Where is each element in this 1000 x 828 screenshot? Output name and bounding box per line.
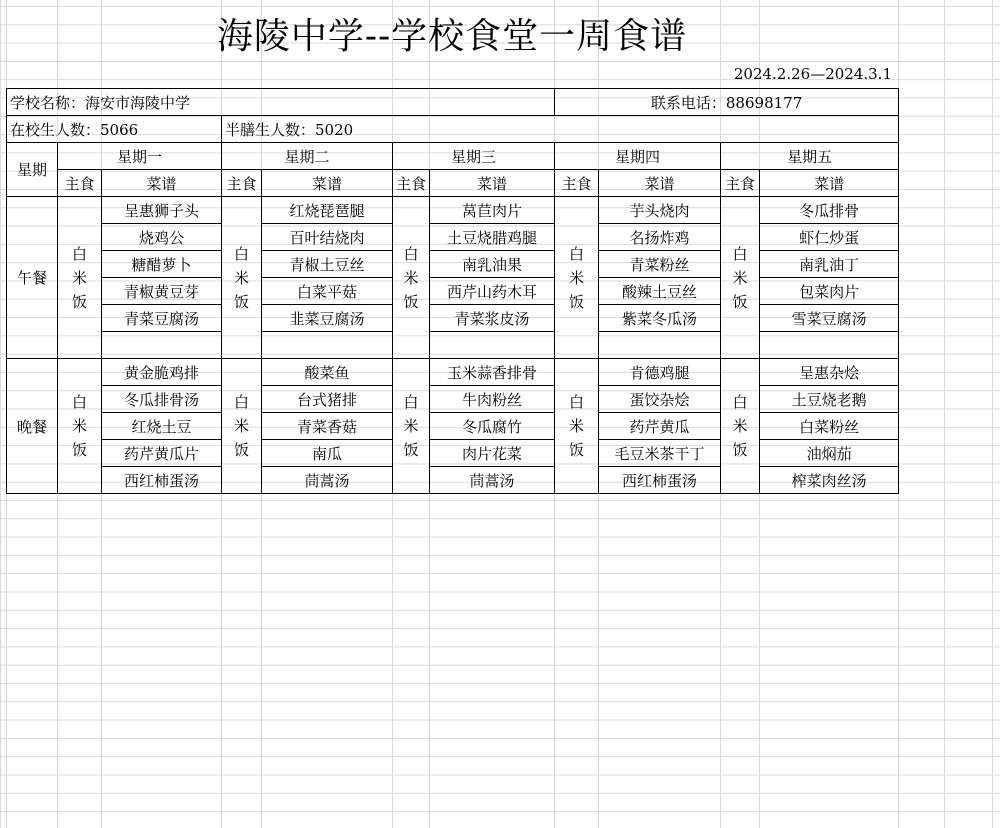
- dish: 南乳油果: [430, 251, 555, 278]
- dish: 土豆烧腊鸡腿: [430, 224, 555, 251]
- dish: 茼蒿汤: [430, 467, 555, 494]
- lunch-staple-tue: 白 米 饭: [222, 197, 262, 359]
- lunch-row: [7, 332, 899, 359]
- dish: [760, 332, 899, 359]
- dish: 青椒土豆丝: [262, 251, 393, 278]
- weekday-header: 星期: [7, 143, 58, 197]
- lunch-row: [7, 224, 899, 251]
- dish: 冬瓜腐竹: [430, 413, 555, 440]
- dish: 榨菜肉丝汤: [760, 467, 899, 494]
- dish: 西芹山药木耳: [430, 278, 555, 305]
- dish: 呈惠狮子头: [102, 197, 222, 224]
- lunch-staple-fri: 白 米 饭: [721, 197, 760, 359]
- lunch-label: 午餐: [7, 197, 58, 359]
- dish: [102, 332, 222, 359]
- dinner-staple-wed: 白 米 饭: [393, 359, 430, 494]
- weekly-menu-table: [6, 88, 899, 494]
- dishes-header: 菜谱: [430, 170, 555, 197]
- staple-header: 主食: [555, 170, 599, 197]
- dish: [262, 332, 393, 359]
- dinner-row: [7, 359, 899, 386]
- dish: 药芹黄瓜片: [102, 440, 222, 467]
- dishes-header: 菜谱: [102, 170, 222, 197]
- dish: 红烧土豆: [102, 413, 222, 440]
- dish: 牛肉粉丝: [430, 386, 555, 413]
- dish: 莴苣肉片: [430, 197, 555, 224]
- dish: 青菜浆皮汤: [430, 305, 555, 332]
- dish: 青菜香菇: [262, 413, 393, 440]
- dish: 冬瓜排骨: [760, 197, 899, 224]
- dinner-staple-thu: 白 米 饭: [555, 359, 599, 494]
- dish: 雪菜豆腐汤: [760, 305, 899, 332]
- dish: 名扬炸鸡: [599, 224, 721, 251]
- dish: 药芹黄瓜: [599, 413, 721, 440]
- dinner-staple-mon: 白 米 饭: [58, 359, 102, 494]
- dish: 油焖茄: [760, 440, 899, 467]
- dish: 冬瓜排骨汤: [102, 386, 222, 413]
- dish: 韭菜豆腐汤: [262, 305, 393, 332]
- dish: 酸菜鱼: [262, 359, 393, 386]
- dish: 毛豆米茶干丁: [599, 440, 721, 467]
- boarder-count: 半膳生人数：5020: [222, 116, 899, 143]
- dish: 紫菜冬瓜汤: [599, 305, 721, 332]
- dish: 呈惠杂烩: [760, 359, 899, 386]
- day-header-mon: 星期一: [58, 143, 222, 170]
- day-header-tue: 星期二: [222, 143, 393, 170]
- dishes-header: 菜谱: [262, 170, 393, 197]
- dish: 南瓜: [262, 440, 393, 467]
- student-count: 在校生人数：5066: [7, 116, 222, 143]
- dishes-header: 菜谱: [599, 170, 721, 197]
- dinner-staple-tue: 白 米 饭: [222, 359, 262, 494]
- header-days-row: [7, 143, 899, 170]
- dish: 酸辣土豆丝: [599, 278, 721, 305]
- lunch-row: [7, 197, 899, 224]
- dinner-row: [7, 440, 899, 467]
- date-range: 2024.2.26—2024.3.1: [733, 65, 892, 83]
- dish: 蛋饺杂烩: [599, 386, 721, 413]
- dish: 土豆烧老鹅: [760, 386, 899, 413]
- dish: 茼蒿汤: [262, 467, 393, 494]
- dinner-row: [7, 413, 899, 440]
- dish: 白菜粉丝: [760, 413, 899, 440]
- dish: 青菜豆腐汤: [102, 305, 222, 332]
- header-sub-row: [7, 170, 899, 197]
- day-header-wed: 星期三: [393, 143, 555, 170]
- dish: 黄金脆鸡排: [102, 359, 222, 386]
- dish: 白菜平菇: [262, 278, 393, 305]
- dinner-row: [7, 467, 899, 494]
- staple-header: 主食: [58, 170, 102, 197]
- dish: 西红柿蛋汤: [599, 467, 721, 494]
- staple-header: 主食: [721, 170, 760, 197]
- contact-phone: 联系电话：88698177: [555, 89, 899, 116]
- lunch-row: [7, 251, 899, 278]
- dishes-header: 菜谱: [760, 170, 899, 197]
- dish: 肯德鸡腿: [599, 359, 721, 386]
- dish: 青菜粉丝: [599, 251, 721, 278]
- school-name: 学校名称：海安市海陵中学: [7, 89, 555, 116]
- dish: 台式猪排: [262, 386, 393, 413]
- info-row-2: [7, 116, 899, 143]
- dish: 肉片花菜: [430, 440, 555, 467]
- info-row-1: [7, 89, 899, 116]
- dinner-label: 晚餐: [7, 359, 58, 494]
- dish: 西红柿蛋汤: [102, 467, 222, 494]
- dish: 糖醋萝卜: [102, 251, 222, 278]
- dish: 烧鸡公: [102, 224, 222, 251]
- lunch-row: [7, 278, 899, 305]
- page-title: 海陵中学--学校食堂一周食谱: [216, 15, 688, 57]
- dish: 包菜肉片: [760, 278, 899, 305]
- dish: 青椒黄豆芽: [102, 278, 222, 305]
- dish: 红烧琵琶腿: [262, 197, 393, 224]
- dish: [430, 332, 555, 359]
- dish: 虾仁炒蛋: [760, 224, 899, 251]
- dinner-row: [7, 386, 899, 413]
- lunch-staple-mon: 白 米 饭: [58, 197, 102, 359]
- dish: 玉米蒜香排骨: [430, 359, 555, 386]
- dish: 南乳油丁: [760, 251, 899, 278]
- lunch-staple-wed: 白 米 饭: [393, 197, 430, 359]
- lunch-staple-thu: 白 米 饭: [555, 197, 599, 359]
- staple-header: 主食: [393, 170, 430, 197]
- staple-header: 主食: [222, 170, 262, 197]
- dinner-staple-fri: 白 米 饭: [721, 359, 760, 494]
- dish: [599, 332, 721, 359]
- dish: 百叶结烧肉: [262, 224, 393, 251]
- day-header-thu: 星期四: [555, 143, 721, 170]
- day-header-fri: 星期五: [721, 143, 899, 170]
- lunch-row: [7, 305, 899, 332]
- dish: 芋头烧肉: [599, 197, 721, 224]
